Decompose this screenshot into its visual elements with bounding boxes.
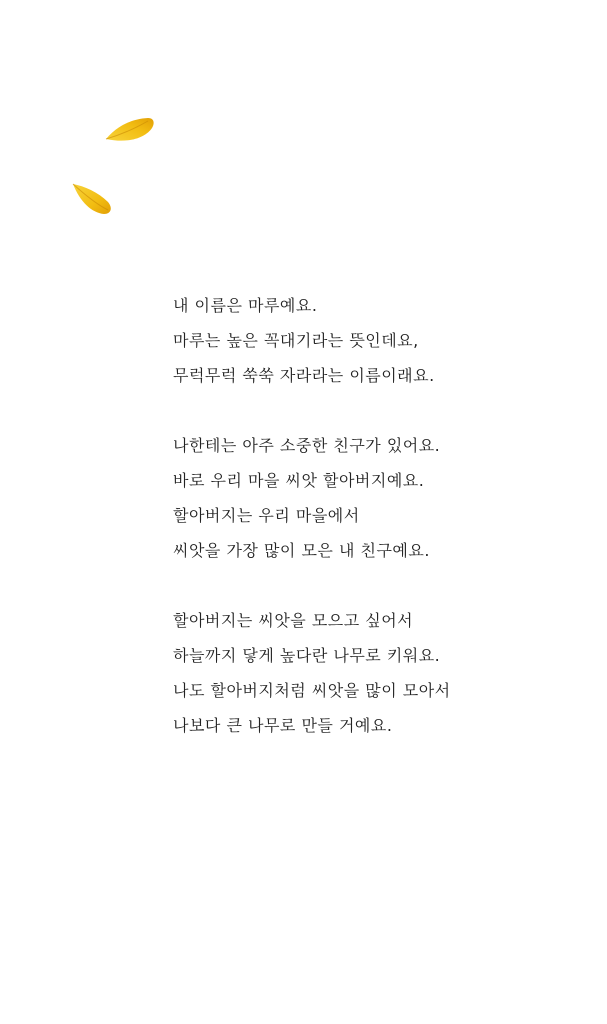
story-text: [173, 288, 573, 778]
stanza-3: [173, 603, 573, 743]
text-line: 나한테는 아주 소중한 친구가 있어요.: [173, 436, 441, 455]
text-line: 무럭무럭 쑥쑥 자라라는 이름이래요.: [173, 366, 435, 385]
text-line: 할아버지는 우리 마을에서: [173, 506, 360, 525]
stanza-1: [173, 288, 573, 393]
text-line: 바로 우리 마을 씨앗 할아버지예요.: [173, 471, 425, 490]
leaf-petal-icon: [70, 180, 114, 218]
stanza-2: [173, 428, 573, 568]
leaf-petal-icon: [104, 113, 156, 147]
text-line: 할아버지는 씨앗을 모으고 싶어서: [173, 611, 414, 630]
text-line: 나도 할아버지처럼 씨앗을 많이 모아서: [173, 681, 451, 700]
text-line: 마루는 높은 꼭대기라는 뜻인데요,: [173, 331, 419, 350]
text-line: 하늘까지 닿게 높다란 나무로 키워요.: [173, 646, 441, 665]
text-line: 내 이름은 마루예요.: [173, 296, 318, 315]
text-line: 씨앗을 가장 많이 모은 내 친구예요.: [173, 541, 430, 560]
text-line: 나보다 큰 나무로 만들 거예요.: [173, 716, 393, 735]
